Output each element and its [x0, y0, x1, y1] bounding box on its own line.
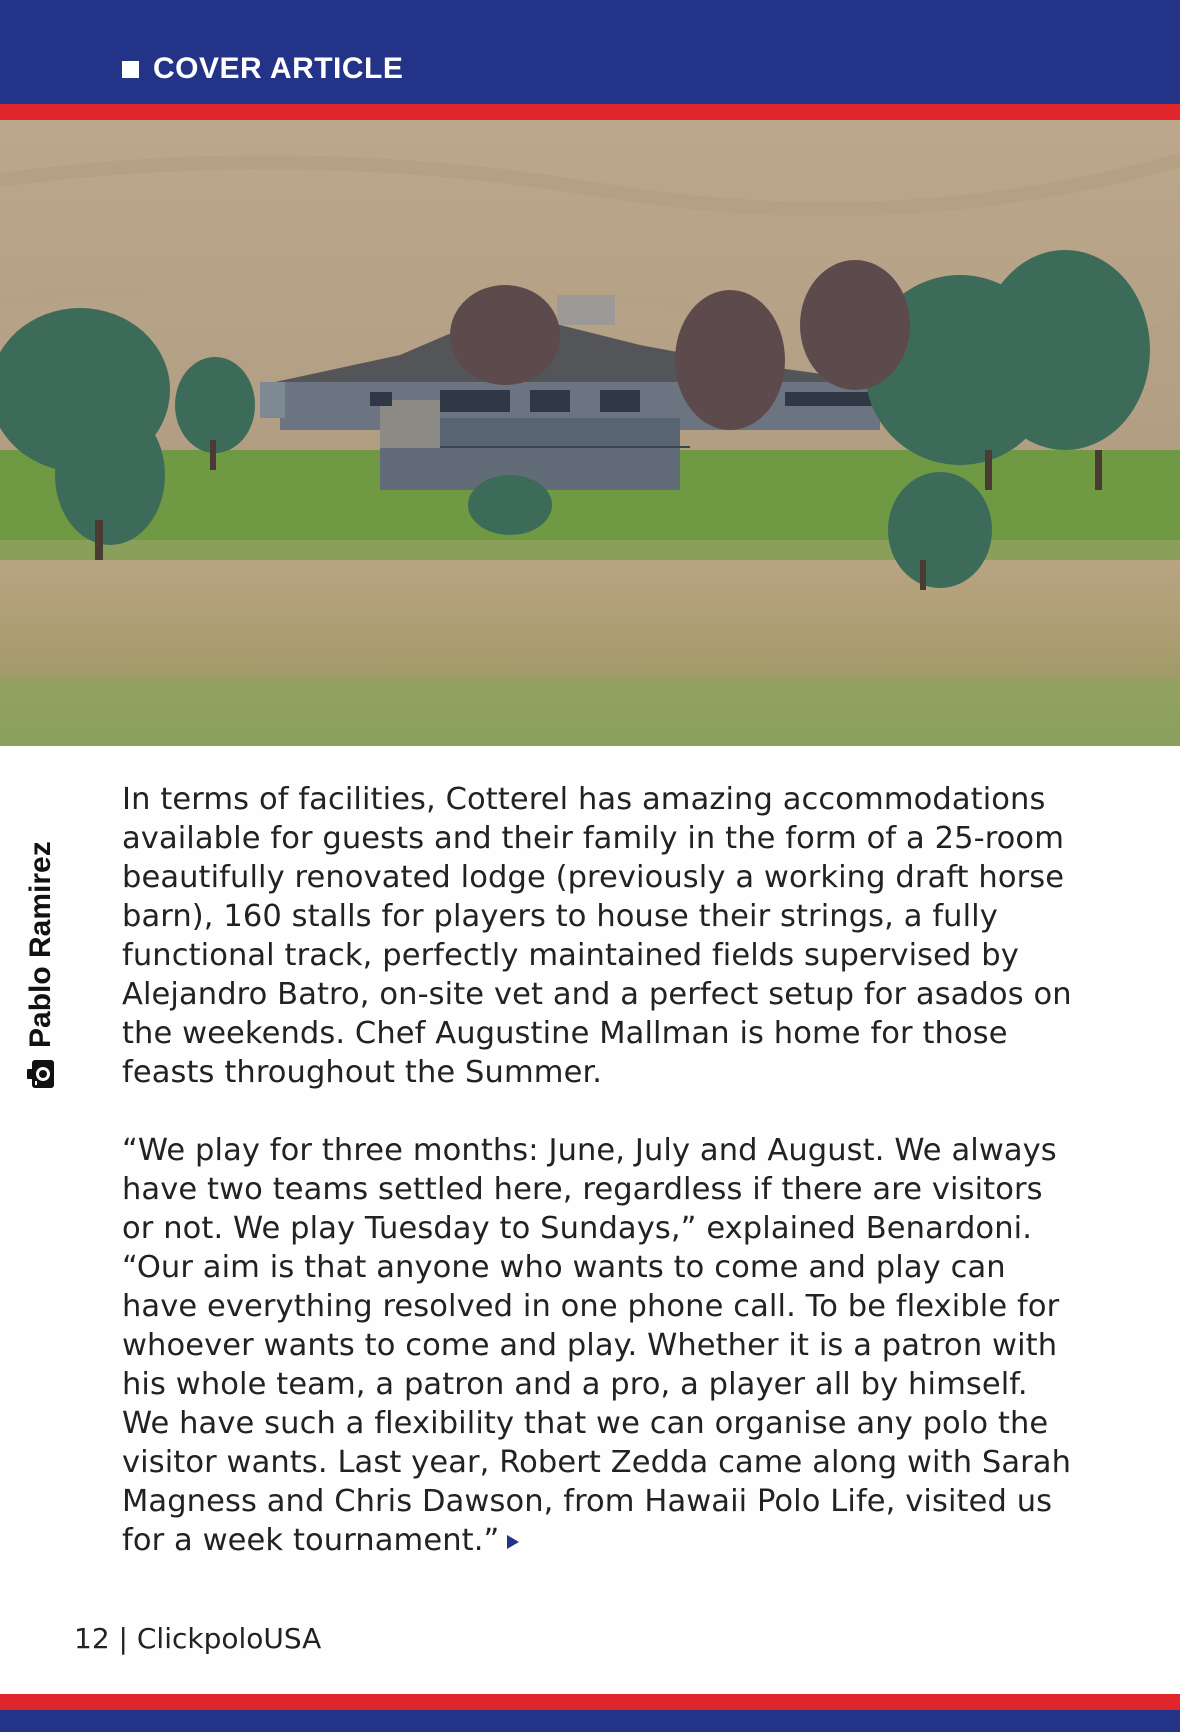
footer-bar	[0, 1710, 1180, 1732]
article-paragraph	[122, 1131, 1080, 1560]
square-bullet-icon	[122, 61, 139, 78]
footer-stripe	[0, 1694, 1180, 1710]
photographer-name: Pablo Ramirez	[24, 841, 57, 1048]
header-stripe	[0, 104, 1180, 120]
article-body	[122, 780, 1080, 1560]
right-triangle-icon	[507, 1535, 519, 1549]
article-paragraph-text: “We play for three months: June, July and August. We always have two teams settled here, regardless if there are visitors or not. We play Tuesday to Sundays,” explained Benardoni. “Our aim is that anyone who wants to come and play can have everything resolved in one phone call. To be flexible for whoever wants to come and play. Whether it is a patron with his whole team, a patron and a pro, a player all by himself. We have such a flexibility that we can organise any polo the visitor wants. Last year, Robert Zedda came along with Sarah Magness and Chris Dawson, from Hawaii Polo Life, visited us for a week tournament.”	[122, 1133, 1072, 1558]
section-title: COVER ARTICLE	[153, 52, 404, 85]
camera-icon	[24, 1058, 58, 1090]
photo-credit	[21, 770, 61, 1090]
lodge-landscape-photo	[0, 120, 1180, 746]
page-footer: 12 | ClickpoloUSA	[74, 1622, 322, 1655]
article-paragraph: In terms of facilities, Cotterel has amazing accommodations available for guests and their family in the form of a 25-room beautifully renovated lodge (previously a working draft horse barn), 160 stalls for players to house their strings, a fully functional track, perfectly maintained fields supervised by Alejandro Batro, on-site vet and a perfect setup for asados on the weekends. Chef Augustine Mallman is home for those feasts throughout the Summer.	[122, 782, 1072, 1090]
section-label	[122, 52, 403, 86]
